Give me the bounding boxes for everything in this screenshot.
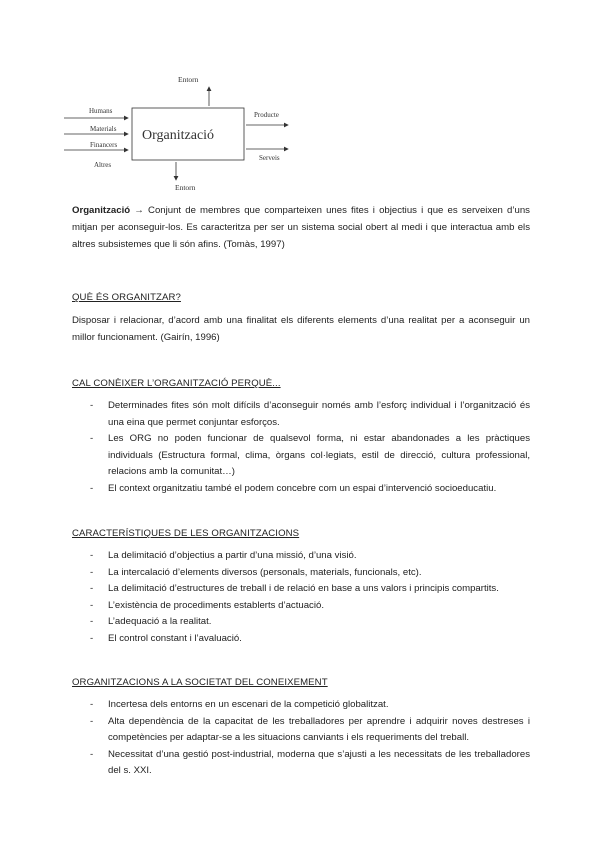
definition-paragraph <box>72 202 530 253</box>
societat-coneixement-list <box>72 697 530 780</box>
bullet-dash: - <box>90 599 94 611</box>
list-item-text: Determinades fites són molt difícils d’aconseguir només amb l’esforç individual i l’organització és una eina que permet conjuntar esforços. <box>108 400 530 428</box>
list-item <box>72 565 530 582</box>
list-item-text: La intercalació d’elements diversos (personals, materials, funcionals, etc). <box>108 566 422 578</box>
bullet-dash: - <box>90 400 94 411</box>
list-item <box>72 398 530 431</box>
list-item <box>72 548 530 565</box>
list-item <box>72 614 530 631</box>
organitzar-paragraph: Disposar i relacionar, d’acord amb una finalitat els diferents elements d’una realitat per a aconseguir un millor funcionament. (Gairín, 1996) <box>72 315 530 343</box>
diagram-bottom-label: Entorn <box>175 183 196 192</box>
list-item-text: L’adequació a la realitat. <box>108 616 212 627</box>
bullet-dash: - <box>90 482 94 494</box>
list-item-text: El control constant i l’avaluació. <box>108 632 242 644</box>
definition-arrow: → <box>134 205 144 216</box>
section-heading-cal-coneixer: CAL CONÈIXER L’ORGANITZACIÓ PERQUÈ... <box>72 378 281 389</box>
bullet-dash: - <box>90 566 94 578</box>
list-item <box>72 581 530 598</box>
list-item-text: Alta dependència de la capacitat de les treballadores per aprendre i adquirir noves destreses i competències per adaptar-se a les situacions canviants i els requeriments del treball. <box>108 715 530 743</box>
section-heading-caracteristiques: CARACTERÍSTIQUES DE LES ORGANITZACIONS <box>72 528 300 539</box>
list-item <box>72 747 530 780</box>
list-item <box>72 598 530 615</box>
list-item <box>72 431 530 481</box>
list-item-text: La delimitació d’objectius a partir d’una missió, d’una visió. <box>108 550 357 561</box>
input-label-2: Financers <box>90 141 118 149</box>
diagram-center-label: Organització <box>142 128 215 143</box>
list-item <box>72 631 530 648</box>
bullet-dash: - <box>90 632 94 644</box>
input-label-0: Humans <box>89 107 113 115</box>
list-item <box>72 481 530 498</box>
bullet-dash: - <box>90 748 94 760</box>
list-item <box>72 714 530 747</box>
list-item-text: L’existència de procediments establerts d’actuació. <box>108 599 324 611</box>
bullet-dash: - <box>90 583 94 594</box>
section-heading-que-es-organitzar: QUÈ ÉS ORGANITZAR? <box>72 292 181 303</box>
list-item-text: Les ORG no poden funcionar de qualsevol forma, ni estar abandonades a les pràctiques individuals (Estructura formal, clima, òrgans col·legiats, estil de direcció, cultura professional, relacions amb la comunitat…) <box>108 433 530 477</box>
bullet-dash: - <box>90 550 94 561</box>
section-heading-societat-coneixement: ORGANITZACIONS A LA SOCIETAT DEL CONEIXEMENT <box>72 677 328 688</box>
output-label-1: Serveis <box>259 154 280 162</box>
list-item-text: Necessitat d’una gestió post-industrial, moderna que s’ajusti a les necessitats de les treballadores del s. XXI. <box>108 748 530 776</box>
bullet-dash: - <box>90 616 94 627</box>
cal-coneixer-list <box>72 398 530 497</box>
list-item-text: Incertesa dels entorns en un escenari de la competició globalitzat. <box>108 699 389 710</box>
organization-diagram <box>56 70 316 198</box>
list-item-text: La delimitació d’estructures de treball i de relació en base a uns valors i principis compartits. <box>108 583 499 594</box>
bullet-dash: - <box>90 699 94 710</box>
output-label-0: Producte <box>254 111 279 119</box>
input-label-3: Altres <box>94 161 112 169</box>
list-item <box>72 697 530 714</box>
diagram-top-label: Entorn <box>178 75 199 84</box>
bullet-dash: - <box>90 715 94 727</box>
definition-text: Conjunt de membres que comparteixen unes fites i objectius i que es serveixen d’uns mitjan per aconseguir-los. Es caracteritza per ser un sistema social obert al medi i que interactua amb els altres subsistemes que li són afins. (Tomàs, 1997) <box>72 205 530 250</box>
list-item-text: El context organitzatiu també el podem concebre com un espai d’intervenció socioeducatiu. <box>108 482 497 494</box>
input-label-1: Materials <box>90 125 117 133</box>
bullet-dash: - <box>90 433 94 444</box>
definition-term: Organització <box>72 205 131 216</box>
caracteristiques-list <box>72 548 530 647</box>
